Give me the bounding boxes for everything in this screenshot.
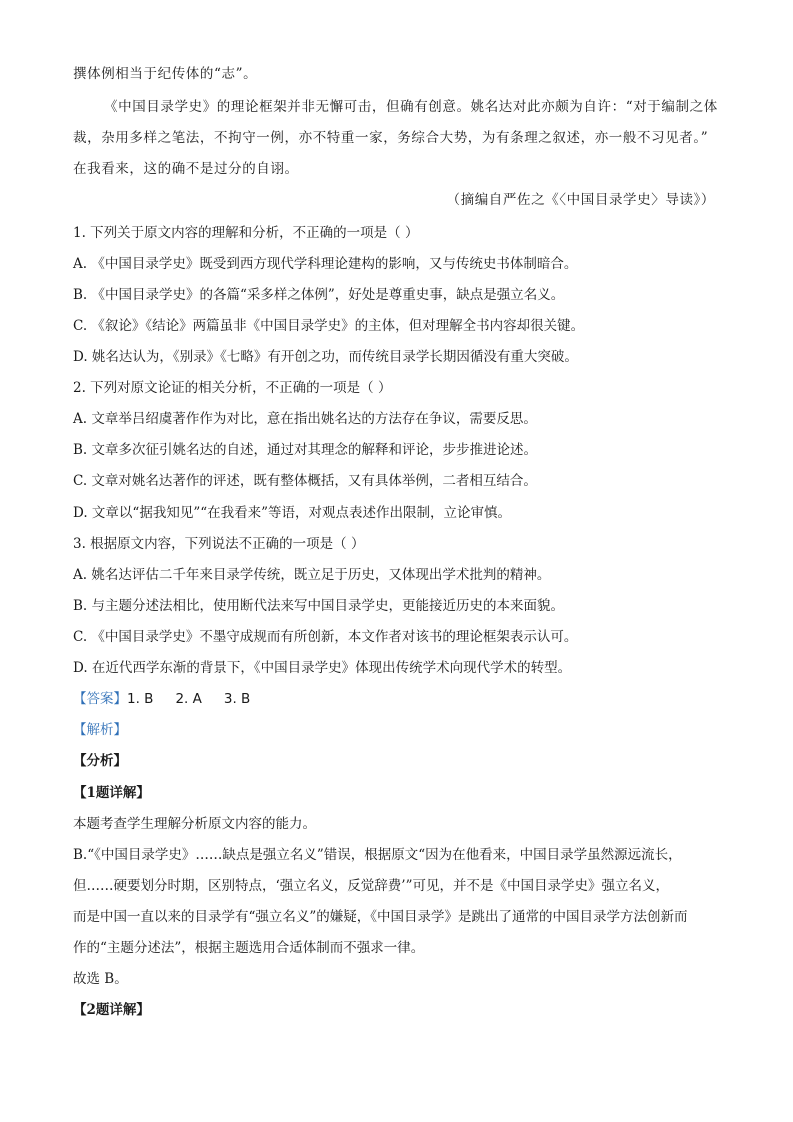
analysis-text: B.“《中国目录学史》……缺点是强立名义”错误，根据原文“因为在他看来，中国目录学虽然源远流长， — [73, 847, 682, 863]
question-stem: 3. 根据原文内容，下列说法不正确的一项是（ ） — [73, 536, 365, 552]
passage-line: 《中国目录学史》的理论框架并非无懈可击，但确有创意。姚名达对此亦颇为自许：“对于编制之体 — [104, 99, 718, 115]
question-option: D. 文章以“据我知见”“在我看来”等语，对观点表述作出限制，立论审慎。 — [73, 505, 512, 521]
question-option: D. 在近代西学东渐的背景下，《中国目录学史》体现出传统学术向现代学术的转型。 — [73, 660, 572, 676]
answer-label: 【答案】 — [73, 691, 127, 707]
analysis-subheading: 【分析】 — [73, 753, 127, 769]
answer-item: 2. A — [175, 691, 202, 707]
analysis-conclusion: 故选 B。 — [73, 971, 128, 987]
passage-line: 裁，杂用多样之笔法，不拘守一例，亦不特重一家，务综合大势，为有条理之叙述，亦一般不习见者。” — [73, 130, 709, 146]
question-option: D. 姚名达认为，《别录》《七略》有开创之功，而传统目录学长期因循没有重大突破。 — [73, 349, 578, 365]
question-stem: 2. 下列对原文论证的相关分析，不正确的一项是（ ） — [73, 380, 392, 396]
question-option: B. 与主题分述法相比，使用断代法来写中国目录学史，更能接近历史的本来面貌。 — [73, 598, 565, 614]
question-option: C. 《叙论》《结论》两篇虽非《中国目录学史》的主体，但对理解全书内容却很关键。 — [73, 318, 585, 334]
answer-item: 1. B — [127, 691, 154, 707]
passage-source: （摘编自严佐之《〈中国目录学史〉导读》） — [446, 192, 715, 208]
answer-row — [73, 690, 272, 708]
analysis-text: 作的“主题分述法”，根据主题选用合适体制而不强求一律。 — [73, 940, 425, 956]
question-option: A. 姚名达评估二千年来目录学传统，既立足于历史，又体现出学术批判的精神。 — [73, 567, 551, 583]
question-option: B. 文章多次征引姚名达的自述，通过对其理念的解释和评论，步步推进论述。 — [73, 442, 538, 458]
question-option: B. 《中国目录学史》的各篇“采多样之体例”，好处是尊重史事，缺点是强立名义。 — [73, 287, 565, 303]
q1-heading: 【1题详解】 — [73, 785, 150, 801]
passage-line: 撰体例相当于纪传体的“志”。 — [73, 66, 258, 82]
question-option: C. 文章对姚名达著作的评述，既有整体概括，又有具体举例，二者相互结合。 — [73, 473, 537, 489]
q2-heading: 【2题详解】 — [73, 1002, 150, 1018]
analysis-text: 本题考查学生理解分析原文内容的能力。 — [73, 816, 316, 832]
question-option: C. 《中国目录学史》不墨守成规而有所创新，本文作者对该书的理论框架表示认可。 — [73, 629, 578, 645]
question-stem: 1. 下列关于原文内容的理解和分析，不正确的一项是（ ） — [73, 225, 419, 241]
answer-item: 3. B — [223, 691, 251, 707]
passage-line: 在我看来，这的确不是过分的自诩。 — [73, 161, 299, 177]
question-option: A. 文章举吕绍虞著作作为对比，意在指出姚名达的方法存在争议，需要反思。 — [73, 411, 537, 427]
analysis-text: 而是中国一直以来的目录学有“强立名义”的嫌疑，《中国目录学》是跳出了通常的中国目录学方法创新而 — [73, 909, 688, 925]
analysis-text: 但……硬要划分时期，区别特点，‘强立名义，反觉辞费’”可见，并不是《中国目录学史》强立名义， — [73, 878, 669, 894]
question-option: A. 《中国目录学史》既受到西方现代学科理论建构的影响，又与传统史书体制暗合。 — [73, 256, 578, 272]
analysis-label: 【解析】 — [73, 722, 127, 738]
